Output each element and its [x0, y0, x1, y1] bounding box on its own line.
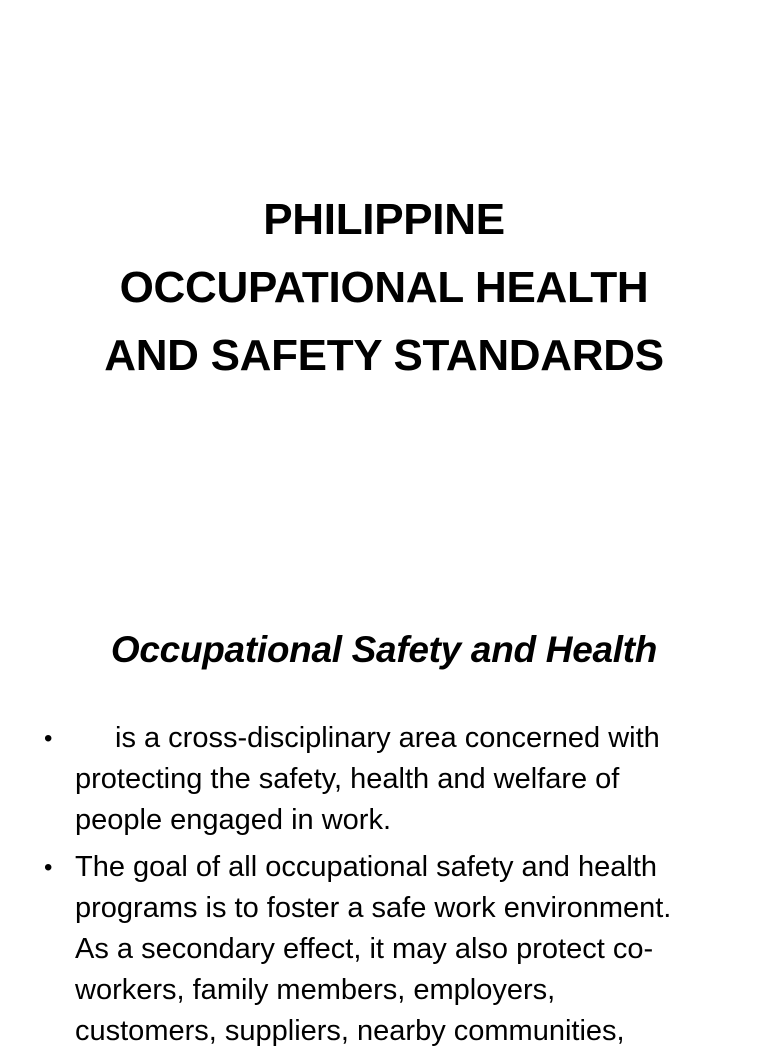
bullet-line: As a secondary effect, it may also protect co-	[75, 933, 654, 965]
bullet-line: people engaged in work.	[75, 804, 392, 836]
slide-title	[0, 186, 768, 390]
bullet-line: programs is to foster a safe work environment.	[75, 892, 672, 924]
bullet-icon: •	[44, 854, 53, 881]
bullet-line: The goal of all occupational safety and health	[75, 851, 658, 883]
slide-2	[0, 560, 768, 1047]
bullet-list	[0, 718, 768, 1058]
bullet-icon: •	[44, 725, 53, 752]
bullet-line: workers, family members, employers,	[75, 974, 556, 1006]
title-line: PHILIPPINE	[263, 195, 505, 244]
bullet-item	[0, 718, 768, 841]
bullet-line: protecting the safety, health and welfare of	[75, 763, 620, 795]
bullet-line: customers, suppliers, nearby communities,	[75, 1015, 625, 1047]
slide-heading: Occupational Safety and Health	[110, 629, 658, 670]
title-line: OCCUPATIONAL HEALTH	[119, 263, 649, 312]
title-line: AND SAFETY STANDARDS	[104, 331, 664, 380]
bullet-line: is a cross-disciplinary area concerned with	[115, 722, 660, 754]
bullet-item	[0, 847, 768, 1052]
